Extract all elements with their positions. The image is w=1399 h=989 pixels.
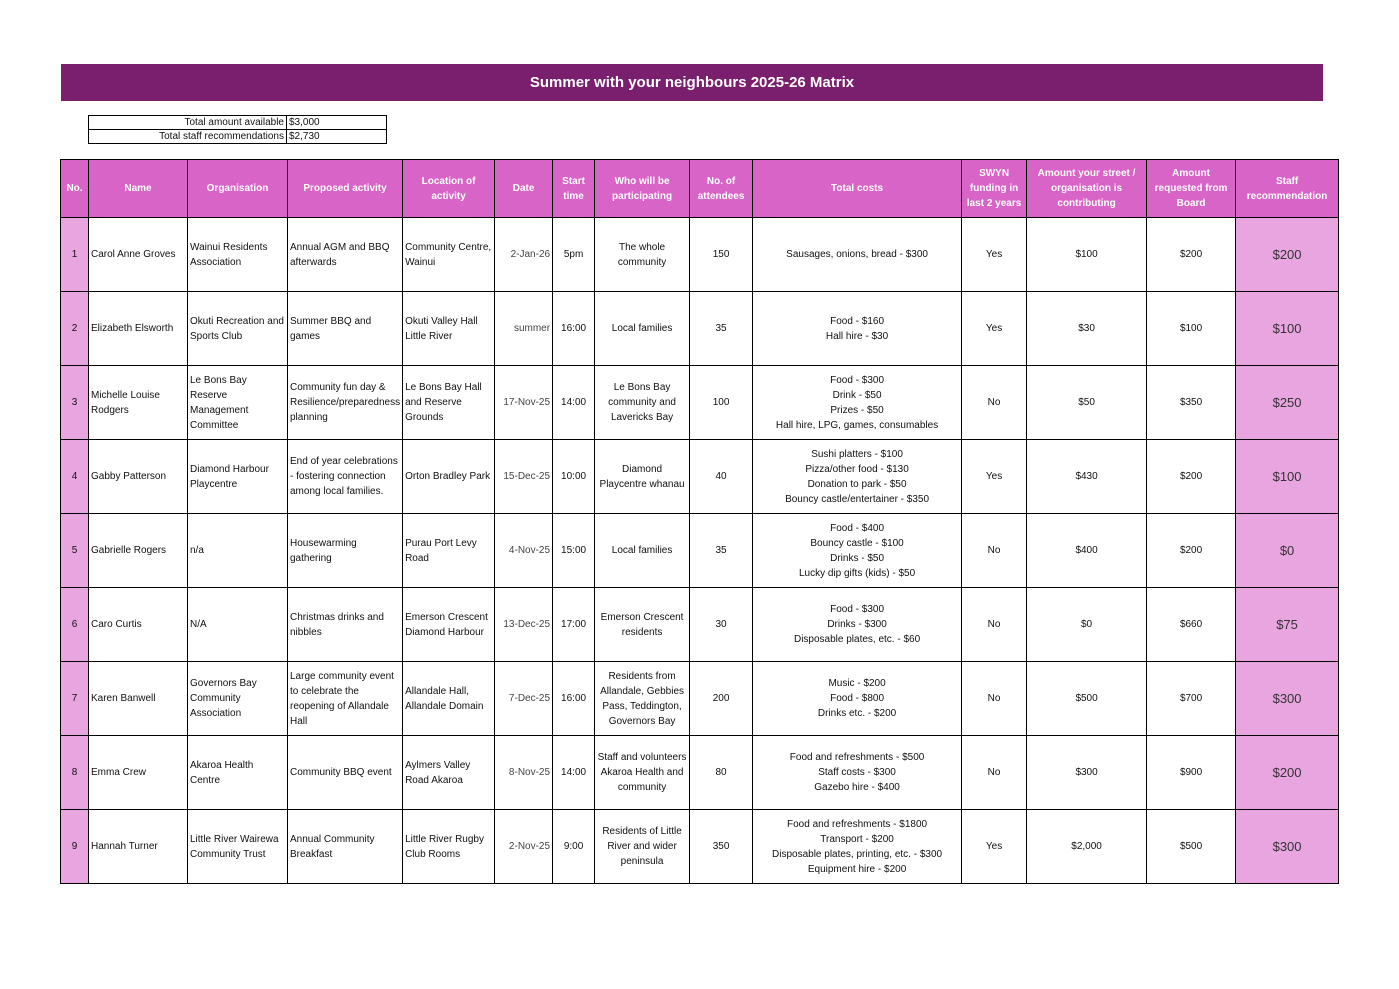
total-costs-cell (753, 588, 962, 662)
cost-line: Hall hire - $30 (825, 330, 889, 342)
total-recommendations-value: $2,730 (287, 130, 387, 144)
cost-line: Sushi platters - $100 (811, 448, 903, 460)
attendees-cell: 35 (690, 292, 753, 366)
staff-recommendation-cell: $75 (1236, 588, 1339, 662)
contribution-cell: $500 (1027, 662, 1147, 736)
requested-amount-cell: $500 (1147, 810, 1236, 884)
cost-line: Bouncy castle - $100 (810, 537, 904, 549)
contribution-cell: $2,000 (1027, 810, 1147, 884)
start-time-cell: 14:00 (553, 366, 595, 440)
header-contribution: Amount your street / organisation is contributing (1027, 160, 1147, 218)
cost-line: Gazebo hire - $400 (814, 782, 900, 793)
table-row (61, 810, 1339, 884)
date-cell: 15-Dec-25 (495, 440, 553, 514)
header-swyn-funding: SWYN funding in last 2 years (962, 160, 1027, 218)
summary-table (88, 115, 387, 144)
table-row (61, 366, 1339, 440)
staff-recommendation-cell: $300 (1236, 662, 1339, 736)
swyn-funding-cell: No (962, 514, 1027, 588)
proposed-activity-cell: End of year celebrations - fostering connection among local families. (288, 440, 403, 514)
total-costs-cell (753, 662, 962, 736)
proposed-activity-cell: Christmas drinks and nibbles (288, 588, 403, 662)
total-recommendations-label: Total staff recommendations (89, 130, 287, 144)
requested-amount-cell: $350 (1147, 366, 1236, 440)
page-title: Summer with your neighbours 2025-26 Matrix (61, 64, 1323, 101)
cost-line: Food and refreshments - $1800 (787, 818, 928, 830)
proposed-activity-cell: Annual AGM and BBQ afterwards (288, 218, 403, 292)
cost-line: Drink - $50 (832, 389, 882, 401)
contribution-cell: $100 (1027, 218, 1147, 292)
cost-line: Bouncy castle/entertainer - $350 (785, 493, 930, 505)
header-row (61, 160, 1339, 218)
proposed-activity-cell: Community BBQ event (288, 736, 403, 810)
attendees-cell: 30 (690, 588, 753, 662)
total-costs-cell (753, 292, 962, 366)
date-cell: summer (495, 292, 553, 366)
header-attendees: No. of attendees (690, 160, 753, 218)
cost-line: Food - $300 (830, 604, 885, 615)
location-cell: Okuti Valley Hall Little River (403, 292, 495, 366)
row-number-cell: 2 (61, 292, 89, 366)
swyn-funding-cell: Yes (962, 218, 1027, 292)
date-cell: 17-Nov-25 (495, 366, 553, 440)
date-cell: 7-Dec-25 (495, 662, 553, 736)
header-organisation: Organisation (188, 160, 288, 218)
row-number-cell: 7 (61, 662, 89, 736)
row-number-cell: 3 (61, 366, 89, 440)
swyn-funding-cell: Yes (962, 292, 1027, 366)
contribution-cell: $30 (1027, 292, 1147, 366)
table-row (61, 440, 1339, 514)
row-number-cell: 5 (61, 514, 89, 588)
cost-line: Hall hire, LPG, games, consumables (775, 419, 939, 431)
row-number-cell: 6 (61, 588, 89, 662)
table-row (61, 514, 1339, 588)
requested-amount-cell: $200 (1147, 440, 1236, 514)
applicant-name-cell: Elizabeth Elsworth (89, 292, 188, 366)
location-cell: Little River Rugby Club Rooms (403, 810, 495, 884)
requested-amount-cell: $200 (1147, 514, 1236, 588)
attendees-cell: 80 (690, 736, 753, 810)
cost-line: Music - $200 (828, 678, 886, 689)
contribution-cell: $430 (1027, 440, 1147, 514)
table-row (61, 736, 1339, 810)
total-costs-cell (753, 514, 962, 588)
table-row (61, 588, 1339, 662)
requested-amount-cell: $900 (1147, 736, 1236, 810)
header-start-time: Start time (553, 160, 595, 218)
header-participants: Who will be participating (595, 160, 690, 218)
cost-line: Equipment hire - $200 (807, 863, 907, 875)
row-number-cell: 4 (61, 440, 89, 514)
funding-matrix-table (60, 159, 1339, 884)
header-location: Location of activity (403, 160, 495, 218)
swyn-funding-cell: No (962, 588, 1027, 662)
applicant-name-cell: Hannah Turner (89, 810, 188, 884)
applicant-name-cell: Carol Anne Groves (89, 218, 188, 292)
attendees-cell: 350 (690, 810, 753, 884)
header-date: Date (495, 160, 553, 218)
applicant-name-cell: Michelle Louise Rodgers (89, 366, 188, 440)
staff-recommendation-cell: $200 (1236, 736, 1339, 810)
cost-line: Prizes - $50 (830, 404, 884, 416)
cost-line: Sausages, onions, bread - $300 (786, 249, 928, 260)
attendees-cell: 150 (690, 218, 753, 292)
staff-recommendation-cell: $250 (1236, 366, 1339, 440)
swyn-funding-cell: Yes (962, 440, 1027, 514)
swyn-funding-cell: Yes (962, 810, 1027, 884)
requested-amount-cell: $200 (1147, 218, 1236, 292)
cost-line: Drinks - $300 (827, 619, 887, 630)
cost-line: Food - $400 (830, 522, 885, 534)
table-row (61, 218, 1339, 292)
participants-cell: The whole community (595, 218, 690, 292)
summary-row-available (89, 116, 387, 130)
header-name: Name (89, 160, 188, 218)
start-time-cell: 9:00 (553, 810, 595, 884)
organisation-cell: Akaroa Health Centre (188, 736, 288, 810)
swyn-funding-cell: No (962, 366, 1027, 440)
organisation-cell: Diamond Harbour Playcentre (188, 440, 288, 514)
cost-line: Drinks - $50 (830, 552, 885, 564)
participants-cell: Local families (595, 514, 690, 588)
header-recommendation: Staff recommendation (1236, 160, 1339, 218)
staff-recommendation-cell: $100 (1236, 292, 1339, 366)
header-no: No. (61, 160, 89, 218)
location-cell: Purau Port Levy Road (403, 514, 495, 588)
cost-line: Pizza/other food - $130 (805, 463, 909, 475)
cost-line: Transport - $200 (820, 833, 894, 845)
cost-line: Food - $160 (830, 315, 885, 327)
table-row (61, 662, 1339, 736)
row-number-cell: 9 (61, 810, 89, 884)
cost-line: Drinks etc. - $200 (817, 708, 897, 719)
contribution-cell: $400 (1027, 514, 1147, 588)
staff-recommendation-cell: $0 (1236, 514, 1339, 588)
summary-row-recommendations (89, 130, 387, 144)
applicant-name-cell: Gabby Patterson (89, 440, 188, 514)
applicant-name-cell: Emma Crew (89, 736, 188, 810)
organisation-cell: n/a (188, 514, 288, 588)
applicant-name-cell: Gabrielle Rogers (89, 514, 188, 588)
total-costs-cell (753, 366, 962, 440)
requested-amount-cell: $100 (1147, 292, 1236, 366)
applicant-name-cell: Karen Banwell (89, 662, 188, 736)
participants-cell: Diamond Playcentre whanau (595, 440, 690, 514)
attendees-cell: 200 (690, 662, 753, 736)
organisation-cell: N/A (188, 588, 288, 662)
organisation-cell: Okuti Recreation and Sports Club (188, 292, 288, 366)
organisation-cell: Wainui Residents Association (188, 218, 288, 292)
cost-line: Donation to park - $50 (807, 478, 907, 490)
contribution-cell: $300 (1027, 736, 1147, 810)
swyn-funding-cell: No (962, 736, 1027, 810)
start-time-cell: 15:00 (553, 514, 595, 588)
total-costs-cell (753, 218, 962, 292)
location-cell: Allandale Hall, Allandale Domain (403, 662, 495, 736)
cost-line: Food - $800 (830, 693, 885, 704)
participants-cell: Staff and volunteers Akaroa Health and community (595, 736, 690, 810)
row-number-cell: 8 (61, 736, 89, 810)
requested-amount-cell: $660 (1147, 588, 1236, 662)
attendees-cell: 40 (690, 440, 753, 514)
cost-line: Staff costs - $300 (818, 767, 896, 778)
proposed-activity-cell: Annual Community Breakfast (288, 810, 403, 884)
start-time-cell: 5pm (553, 218, 595, 292)
location-cell: Community Centre, Wainui (403, 218, 495, 292)
row-number-cell: 1 (61, 218, 89, 292)
swyn-funding-cell: No (962, 662, 1027, 736)
start-time-cell: 17:00 (553, 588, 595, 662)
total-costs-cell (753, 810, 962, 884)
participants-cell: Residents from Allandale, Gebbies Pass, Teddington, Governors Bay (595, 662, 690, 736)
total-costs-cell (753, 736, 962, 810)
location-cell: Aylmers Valley Road Akaroa (403, 736, 495, 810)
proposed-activity-cell: Summer BBQ and games (288, 292, 403, 366)
date-cell: 4-Nov-25 (495, 514, 553, 588)
total-available-label: Total amount available (89, 116, 287, 130)
cost-line: Food - $300 (830, 374, 885, 386)
cost-line: Food and refreshments - $500 (789, 752, 925, 763)
date-cell: 2-Jan-26 (495, 218, 553, 292)
attendees-cell: 35 (690, 514, 753, 588)
staff-recommendation-cell: $200 (1236, 218, 1339, 292)
header-total-costs: Total costs (753, 160, 962, 218)
start-time-cell: 16:00 (553, 662, 595, 736)
date-cell: 8-Nov-25 (495, 736, 553, 810)
proposed-activity-cell: Housewarming gathering (288, 514, 403, 588)
start-time-cell: 16:00 (553, 292, 595, 366)
staff-recommendation-cell: $300 (1236, 810, 1339, 884)
contribution-cell: $0 (1027, 588, 1147, 662)
header-activity: Proposed activity (288, 160, 403, 218)
staff-recommendation-cell: $100 (1236, 440, 1339, 514)
date-cell: 2-Nov-25 (495, 810, 553, 884)
applicant-name-cell: Caro Curtis (89, 588, 188, 662)
location-cell: Le Bons Bay Hall and Reserve Grounds (403, 366, 495, 440)
organisation-cell: Governors Bay Community Association (188, 662, 288, 736)
organisation-cell: Little River Wairewa Community Trust (188, 810, 288, 884)
attendees-cell: 100 (690, 366, 753, 440)
total-available-value: $3,000 (287, 116, 387, 130)
requested-amount-cell: $700 (1147, 662, 1236, 736)
cost-line: Disposable plates, etc. - $60 (793, 634, 921, 645)
participants-cell: Le Bons Bay community and Lavericks Bay (595, 366, 690, 440)
table-row (61, 292, 1339, 366)
start-time-cell: 10:00 (553, 440, 595, 514)
organisation-cell: Le Bons Bay Reserve Management Committee (188, 366, 288, 440)
contribution-cell: $50 (1027, 366, 1147, 440)
header-requested: Amount requested from Board (1147, 160, 1236, 218)
total-costs-cell (753, 440, 962, 514)
cost-line: Disposable plates, printing, etc. - $300 (772, 848, 943, 860)
participants-cell: Residents of Little River and wider peninsula (595, 810, 690, 884)
date-cell: 13-Dec-25 (495, 588, 553, 662)
participants-cell: Local families (595, 292, 690, 366)
start-time-cell: 14:00 (553, 736, 595, 810)
proposed-activity-cell: Large community event to celebrate the reopening of Allandale Hall (288, 662, 403, 736)
location-cell: Orton Bradley Park (403, 440, 495, 514)
participants-cell: Emerson Crescent residents (595, 588, 690, 662)
proposed-activity-cell: Community fun day & Resilience/preparedness planning (288, 366, 403, 440)
location-cell: Emerson Crescent Diamond Harbour (403, 588, 495, 662)
cost-line: Lucky dip gifts (kids) - $50 (798, 567, 916, 579)
